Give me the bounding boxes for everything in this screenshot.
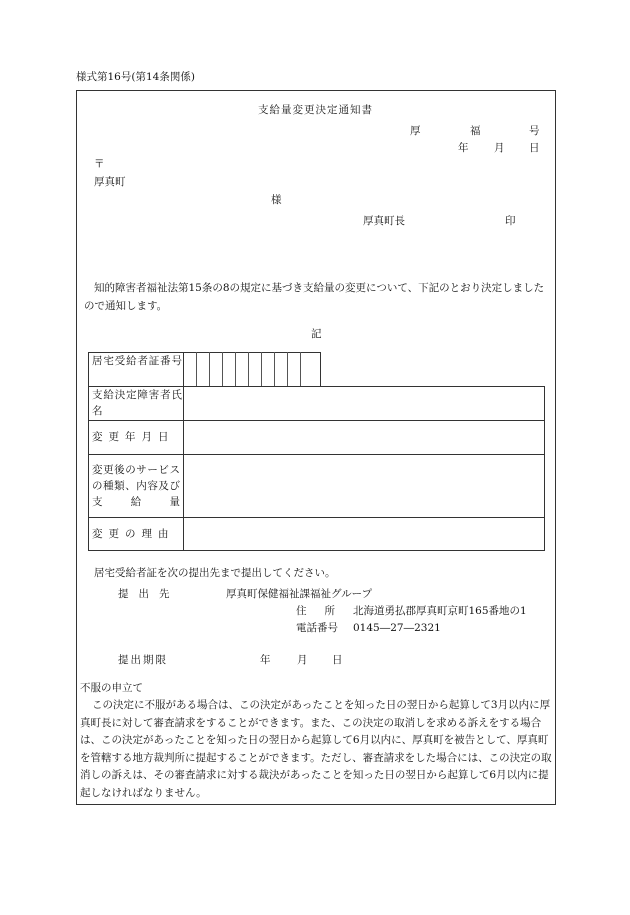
issuer: 厚真町長 xyxy=(363,215,405,227)
deadline-label: 提出期限 xyxy=(118,654,168,666)
doc-number-c: 号 xyxy=(529,125,540,137)
submit-note: 居宅受給者証を次の提出先まで提出してください。 xyxy=(94,567,336,579)
date-day: 日 xyxy=(529,142,540,154)
submit-to-label: 提出先 xyxy=(118,588,180,600)
address-label: 住所 xyxy=(296,605,353,617)
deadline-month: 月 xyxy=(297,654,308,666)
document-title: 支給量変更決定通知書 xyxy=(258,104,373,116)
appeal-heading: 不服の申立て xyxy=(80,682,143,694)
label-cert-number: 居宅受給者証番号 xyxy=(92,355,182,367)
label-reason: 変更の理由 xyxy=(92,528,175,540)
address-value: 北海道勇払郡厚真町京町165番地の1 xyxy=(353,605,527,617)
address-town: 厚真町 xyxy=(94,176,126,188)
phone-value: 0145―27―2321 xyxy=(353,622,441,634)
phone-label: 電話番号 xyxy=(296,622,338,634)
deadline-day: 日 xyxy=(332,654,343,666)
form-number: 様式第16号(第14条関係) xyxy=(76,71,195,83)
label-change-date: 変更年月日 xyxy=(92,431,175,443)
honorific: 様 xyxy=(271,194,282,206)
label-recipient-name: 支給決定障害者氏名 xyxy=(92,389,182,417)
deadline-year: 年 xyxy=(260,654,271,666)
appeal-text: この決定に不服がある場合は、この決定があったことを知った日の翌日から起算して3月以内に厚真町長に対して審査請求をすることができます。また、この決定の取消しを求める訴えをする場合は、この決定があったことを知った日の翌日から起算して6月以内に、厚真町を被告として、厚真町を管轄する地方裁判所に提起することができます。ただし、審査請求をした場合には、この決定の取消しの訴えは、その審査請求に対する裁決があったことを知った日の翌日から起算して6月以内に提起しなければなりません。 xyxy=(80,699,552,799)
postal-mark: 〒 xyxy=(94,158,105,170)
date-month: 月 xyxy=(494,142,505,154)
doc-number-a: 厚 xyxy=(410,125,421,137)
ki-mark: 記 xyxy=(311,328,322,340)
submit-office: 厚真町保健福祉課福祉グループ xyxy=(226,588,373,600)
doc-number-b: 福 xyxy=(470,125,481,137)
label-service-after: 変更後のサービスの種類、内容及び支給量 xyxy=(92,464,180,508)
body-text: 知的障害者福祉法第15条の8の規定に基づき支給量の変更について、下記のとおり決定しましたので通知します。 xyxy=(84,282,545,312)
seal-mark: 印 xyxy=(505,215,516,227)
date-year: 年 xyxy=(458,142,469,154)
